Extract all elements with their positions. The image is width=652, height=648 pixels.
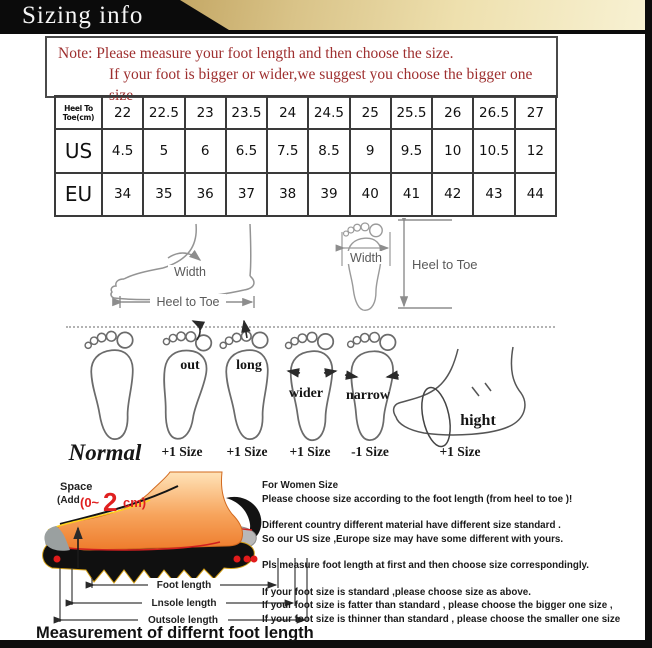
size-cell: 6 xyxy=(185,129,226,172)
shoe-caption: Measurement of differnt foot length xyxy=(36,624,314,642)
note-line: Please choose size according to the foot length (from heel to toe )! xyxy=(262,493,573,505)
advice-wider: +1 Size xyxy=(289,444,331,459)
advice-narrow: -1 Size xyxy=(351,444,389,459)
foot-length-label: Foot length xyxy=(156,580,212,591)
size-cell: 26.5 xyxy=(473,96,514,129)
foot-narrow xyxy=(343,331,396,441)
note-line: For Women Size xyxy=(262,480,339,491)
note-line-1: Note: Please measure your foot length and then choose the size. xyxy=(58,45,454,62)
size-cell: 40 xyxy=(350,173,391,216)
note-line: If your foot size is thinner than standard , please choose the smaller one size xyxy=(262,613,621,625)
note-line: If your foot size is standard ,please choose size as above. xyxy=(262,586,531,598)
size-cell: 35 xyxy=(143,173,184,216)
note-group xyxy=(262,586,648,627)
size-cell: 5 xyxy=(143,129,184,172)
size-cell: 12 xyxy=(515,129,556,172)
size-cell: 22.5 xyxy=(143,96,184,129)
size-cell: 23 xyxy=(185,96,226,129)
size-cell: 38 xyxy=(267,173,308,216)
side-heel-to-toe-label: Heel to Toe xyxy=(156,295,220,309)
space-range-value: 2 xyxy=(103,487,118,517)
page-title: Sizing info xyxy=(22,2,144,29)
size-row xyxy=(55,173,556,216)
long-label: long xyxy=(236,358,262,373)
size-cell: 34 xyxy=(102,173,143,216)
top-banner xyxy=(0,0,652,34)
size-cell: 22 xyxy=(102,96,143,129)
note-line: Pls measure foot length at first and then choose size correspondingly. xyxy=(262,560,589,571)
wider-label: wider xyxy=(288,386,324,401)
size-row xyxy=(55,129,556,172)
advice-long: +1 Size xyxy=(226,444,268,459)
foot-hight xyxy=(394,347,525,449)
size-cell: 25.5 xyxy=(391,96,432,129)
top-heel-to-toe-label: Heel to Toe xyxy=(412,257,478,272)
size-cell: 10.5 xyxy=(473,129,514,172)
note-line: If your foot size is fatter than standard , please choose the bigger one size , xyxy=(262,600,613,611)
row-label: EU xyxy=(55,173,102,216)
hight-label: hight xyxy=(460,412,496,429)
note-group xyxy=(262,479,648,506)
size-cell: 8.5 xyxy=(308,129,349,172)
space-range-unit: cm) xyxy=(123,495,147,510)
side-foot-sketch xyxy=(111,224,254,300)
insole-length-label: Lnsole length xyxy=(151,598,217,609)
size-cell: 6.5 xyxy=(226,129,267,172)
size-cell: 24.5 xyxy=(308,96,349,129)
note-line: So our US size ,Europe size may have some different with yours. xyxy=(262,533,564,545)
size-cell: 44 xyxy=(515,173,556,216)
space-range-open: (0~ xyxy=(80,495,100,510)
outsole-length-label: Outsole length xyxy=(148,615,218,626)
space-label: Space xyxy=(60,481,93,493)
size-cell: 43 xyxy=(473,173,514,216)
size-cell: 25 xyxy=(350,96,391,129)
size-cell: 41 xyxy=(391,173,432,216)
size-cell: 9 xyxy=(350,129,391,172)
top-width-label: Width xyxy=(350,251,382,265)
note-line-2: If your foot is bigger or wider,we suggest you choose the bigger one size xyxy=(109,66,533,104)
advice-hight: +1 Size xyxy=(439,444,481,459)
size-cell: 37 xyxy=(226,173,267,216)
note-group xyxy=(262,559,648,573)
size-cell: 23.5 xyxy=(226,96,267,129)
size-notes xyxy=(262,479,648,639)
measure-sketch xyxy=(0,218,652,324)
size-cell: 27 xyxy=(515,96,556,129)
size-cell: 26 xyxy=(432,96,473,129)
side-width-label: Width xyxy=(174,265,206,279)
advice-normal: Normal xyxy=(68,440,142,465)
size-chart-table xyxy=(54,95,557,217)
size-cell: 36 xyxy=(185,173,226,216)
row-label: Heel To Toe(cm) xyxy=(55,96,102,129)
foot-out xyxy=(150,328,212,441)
size-cell: 10 xyxy=(432,129,473,172)
row-label: US xyxy=(55,129,102,172)
size-cell: 4.5 xyxy=(102,129,143,172)
note-box xyxy=(45,36,558,104)
top-footprint-sketch xyxy=(344,223,383,310)
foot-normal xyxy=(85,331,136,440)
note-group xyxy=(262,519,648,546)
size-cell: 7.5 xyxy=(267,129,308,172)
note-line: Different country different material have different size standard . xyxy=(262,520,561,531)
space-add-label: (Add xyxy=(57,495,80,506)
out-label: out xyxy=(180,358,200,373)
size-cell: 9.5 xyxy=(391,129,432,172)
size-cell: 39 xyxy=(308,173,349,216)
size-row xyxy=(55,96,556,129)
size-cell: 24 xyxy=(267,96,308,129)
foot-long xyxy=(220,331,271,440)
size-cell: 42 xyxy=(432,173,473,216)
narrow-label: narrow xyxy=(345,388,391,403)
advice-out: +1 Size xyxy=(161,444,203,459)
